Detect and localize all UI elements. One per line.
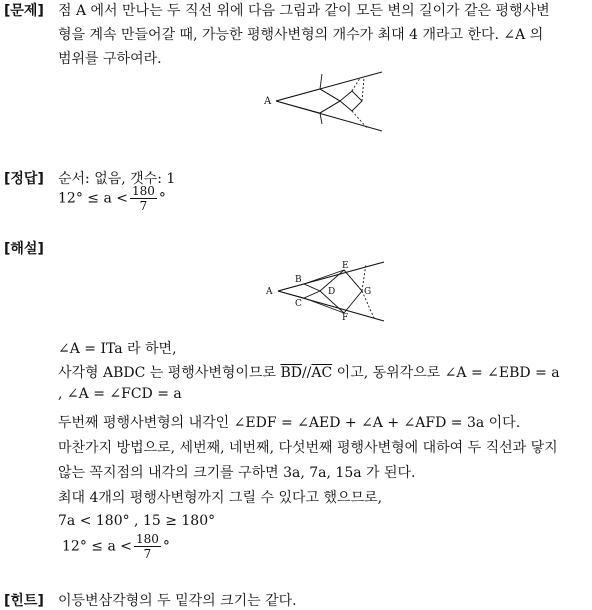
explanation-frac-num: 180 [135, 532, 159, 546]
explanation-ineq-left: 12° ≤ a < [62, 538, 132, 555]
explanation-deg: ° [162, 538, 170, 555]
problem-line-2: 형을 계속 만들어갈 때, 가능한 평행사변형의 개수가 최대 4 개라고 한다. ∠A 의 [58, 27, 544, 43]
segment-bd: $\overline{BD}$ [280, 365, 302, 381]
fig-label-c: C [295, 299, 302, 309]
answer-ineq-left: 12° ≤ a < [58, 190, 128, 207]
explanation-fraction [134, 532, 161, 561]
explanation-tag: [해설] [4, 241, 44, 257]
fig-label-d: D [328, 287, 336, 297]
fig-label-b: B [295, 275, 302, 285]
explanation-line-3: , ∠A = ∠FCD = a [58, 386, 182, 402]
hint-line-1: 이등변삼각형의 두 밑각의 크기는 같다. [58, 593, 297, 609]
answer-frac-den: 7 [139, 199, 148, 213]
problem-line-3: 범위를 구하여라. [58, 51, 162, 67]
fig-label-f: F [342, 313, 349, 323]
answer-inequality [58, 184, 166, 213]
parallel-sign: // [301, 365, 312, 381]
fig-label-g: G [364, 287, 372, 297]
explanation-line-8: 7a < 180° , 15 ≥ 180° [58, 513, 216, 529]
answer-deg: ° [158, 190, 166, 207]
explanation-line-4: 두번째 평행사변형의 내각인 ∠EDF = ∠AED + ∠A + ∠AFD = 3a 이다. [58, 415, 521, 431]
answer-fraction [130, 184, 157, 213]
answer-frac-num: 180 [131, 184, 155, 198]
explanation-line-2b: 이고, 동위각으로 ∠A = ∠EBD = a [332, 365, 560, 381]
explanation-line-2 [58, 362, 560, 382]
explanation-line-5: 마찬가지 방법으로, 세번째, 네번째, 다섯번째 평행사변형에 대하여 두 직선과 닿지 [58, 440, 558, 456]
explanation-figure [262, 258, 388, 324]
explanation-line-1: ∠A = ITa 라 하면, [58, 341, 177, 357]
fig-label-e: E [342, 261, 349, 271]
problem-line-1: 점 A 에서 만나는 두 직선 위에 다음 그림과 같이 모든 변의 길이가 같은 평행사변 [58, 3, 550, 19]
problem-figure [262, 66, 386, 134]
explanation-line-6: 않는 꼭지점의 내각의 크기를 구하면 3a, 7a, 15a 가 된다. [58, 465, 416, 481]
answer-tag: [정답] [4, 171, 44, 187]
answer-line-1: 순서: 없음, 갯수: 1 [58, 171, 176, 187]
explanation-line-2a: 사각형 ABDC 는 평행사변형이므로 [58, 365, 281, 381]
problem-tag: [문제] [4, 3, 44, 19]
problem-figure-label-a: A [264, 96, 272, 107]
explanation-inequality [62, 532, 170, 561]
segment-ac: $\overline{AC}$ [311, 365, 333, 381]
fig-label-a: A [266, 287, 273, 297]
hint-tag: [힌트] [4, 593, 44, 609]
explanation-frac-den: 7 [143, 547, 152, 561]
explanation-line-7: 최대 4개의 평행사변형까지 그릴 수 있다고 했으므로, [58, 490, 383, 506]
